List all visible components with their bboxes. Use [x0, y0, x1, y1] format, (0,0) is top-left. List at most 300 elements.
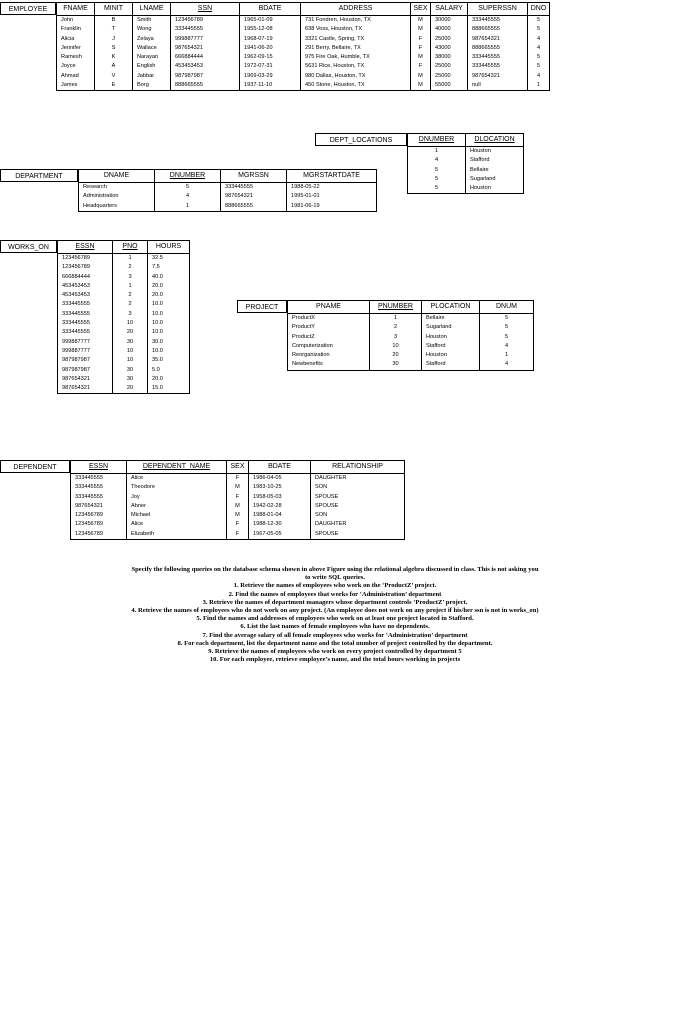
project-cell: 3 [370, 333, 422, 342]
works-on-cell: 333445555 [58, 310, 113, 319]
works-on-cell: 333445555 [58, 300, 113, 309]
employee-cell: 1937-11-10 [240, 81, 301, 91]
works-on-row [58, 347, 190, 356]
employee-cell: 987987987 [171, 72, 240, 81]
department-row [79, 202, 377, 212]
dependent-cell: Alice [127, 520, 227, 529]
queries-intro: Specify the following queries on the database schema shown in above Figure using the relational algebra discussed in class. This is not asking you to write SQL queries. [131, 566, 539, 582]
dept-locations-cell: 5 [408, 175, 466, 184]
project-cell: Computerization [288, 342, 370, 351]
project-table [287, 300, 534, 371]
employee-cell: E [95, 81, 133, 91]
dependent-cell: F [227, 520, 249, 529]
employee-cell: 1955-12-08 [240, 25, 301, 34]
employee-cell: Joyce [57, 62, 95, 71]
dependent-row [71, 483, 405, 492]
works-on-cell: 2 [113, 300, 148, 309]
project-cell: 1 [370, 314, 422, 324]
works-on-cell: 30 [113, 366, 148, 375]
project-cell: 5 [480, 333, 534, 342]
dependent-cell: Theodore [127, 483, 227, 492]
dependent-cell: 1958-05-03 [249, 493, 311, 502]
employee-col-bdate: BDATE [240, 3, 301, 16]
project-cell: 20 [370, 351, 422, 360]
works-on-cell: 453453453 [58, 291, 113, 300]
employee-cell: 25000 [431, 72, 468, 81]
works-on-cell: 7.5 [148, 263, 190, 272]
project-cell: 4 [480, 360, 534, 370]
works-on-row [58, 254, 190, 264]
employee-cell: Franklin [57, 25, 95, 34]
dependent-cell: SPOUSE [311, 502, 405, 511]
project-cell: ProductY [288, 323, 370, 332]
dependent-table [70, 460, 405, 540]
project-cell: Stafford [422, 360, 480, 370]
works-on-cell: 999887777 [58, 338, 113, 347]
works-on-cell: 987654321 [58, 384, 113, 394]
project-label: PROJECT [237, 300, 287, 313]
dependent-col-bdate: BDATE [249, 461, 311, 474]
employee-cell: John [57, 16, 95, 26]
department-col-mgrssn: MGRSSN [221, 170, 287, 183]
query-9: 9. Retrieve the names of employees who work on every project controlled by department 5 [208, 648, 462, 656]
employee-cell: 1968-07-19 [240, 35, 301, 44]
employee-cell: A [95, 62, 133, 71]
employee-cell: Wong [133, 25, 171, 34]
employee-col-salary: SALARY [431, 3, 468, 16]
dependent-cell: SON [311, 511, 405, 520]
project-cell: Newbenefits [288, 360, 370, 370]
employee-row [57, 72, 550, 81]
department-cell: Research [79, 183, 155, 193]
dependent-cell: Elizabeth [127, 530, 227, 540]
employee-row [57, 16, 550, 26]
department-cell: 987654321 [221, 192, 287, 201]
employee-col-lname: LNAME [133, 3, 171, 16]
department-col-mgrstartdate: MGRSTARTDATE [287, 170, 377, 183]
employee-col-ssn: SSN [171, 3, 240, 16]
dept-locations-cell: Houston [466, 147, 524, 157]
project-col-pname: PNAME [288, 301, 370, 314]
employee-cell: 987654321 [468, 35, 528, 44]
employee-cell: 888665555 [468, 25, 528, 34]
employee-cell: Jennifer [57, 44, 95, 53]
dependent-row [71, 520, 405, 529]
works-on-cell: 987987987 [58, 366, 113, 375]
project-row [288, 314, 534, 324]
works-on-cell: 333445555 [58, 328, 113, 337]
works-on-row [58, 291, 190, 300]
department-cell: 1 [155, 202, 221, 212]
works-on-row [58, 282, 190, 291]
employee-cell: K [95, 53, 133, 62]
query-1: 1. Retrieve the names of employees who work on the ‘ProductZ’ project. [233, 582, 437, 590]
employee-cell: 4 [528, 44, 550, 53]
department-cell: 1995-01-01 [287, 192, 377, 201]
query-10: 10. For each employee, retrieve employee’s name, and the total hours working in projects [209, 656, 461, 664]
dependent-row [71, 511, 405, 520]
project-row [288, 360, 534, 370]
dept-locations-label: DEPT_LOCATIONS [315, 133, 407, 146]
employee-cell: Ahmad [57, 72, 95, 81]
dept-locations-cell: 4 [408, 156, 466, 165]
works-on-cell: 40.0 [148, 273, 190, 282]
employee-cell: 123456789 [171, 16, 240, 26]
dependent-cell: 1983-10-25 [249, 483, 311, 492]
dependent-cell: Michael [127, 511, 227, 520]
works-on-cell: 32.5 [148, 254, 190, 264]
employee-cell: M [411, 16, 431, 26]
works-on-cell: 10.0 [148, 300, 190, 309]
employee-cell: 30000 [431, 16, 468, 26]
dependent-cell: M [227, 483, 249, 492]
employee-cell: 25000 [431, 62, 468, 71]
works-on-cell: 2 [113, 263, 148, 272]
dependent-col-dependent-name: DEPENDENT_NAME [127, 461, 227, 474]
works-on-row [58, 310, 190, 319]
employee-cell: 1 [528, 81, 550, 91]
works-on-cell: 10 [113, 356, 148, 365]
department-cell: Administration [79, 192, 155, 201]
dependent-cell: M [227, 511, 249, 520]
employee-col-dno: DNO [528, 3, 550, 16]
project-cell: Reorganization [288, 351, 370, 360]
works-on-cell: 1 [113, 282, 148, 291]
employee-cell: M [411, 81, 431, 91]
employee-header [57, 3, 550, 16]
dept-locations-row [408, 156, 524, 165]
employee-body [57, 16, 550, 91]
dependent-row [71, 502, 405, 511]
dependent-cell: SPOUSE [311, 493, 405, 502]
employee-cell: S [95, 44, 133, 53]
employee-cell: M [411, 72, 431, 81]
employee-col-minit: MINIT [95, 3, 133, 16]
employee-col-superssn: SUPERSSN [468, 3, 528, 16]
employee-cell: English [133, 62, 171, 71]
dependent-cell: 1986-04-05 [249, 474, 311, 484]
works-on-col-essn: ESSN [58, 241, 113, 254]
dependent-row [71, 493, 405, 502]
query-2: 2. Find the names of employees that works for ‘Administration’ department [228, 590, 442, 598]
works-on-cell: 30 [113, 375, 148, 384]
dependent-cell: F [227, 493, 249, 502]
dept-locations-cell: 5 [408, 184, 466, 194]
employee-cell: 5631 Rice, Houston, TX [301, 62, 411, 71]
works-on-cell: 20.0 [148, 291, 190, 300]
employee-cell: 3321 Castle, Spring, TX [301, 35, 411, 44]
works-on-cell: 3 [113, 273, 148, 282]
employee-cell: 40000 [431, 25, 468, 34]
project-cell: 1 [480, 351, 534, 360]
works-on-cell: 35.0 [148, 356, 190, 365]
works-on-row [58, 273, 190, 282]
dependent-cell: DAUGHTER [311, 474, 405, 484]
project-cell: ProductX [288, 314, 370, 324]
department-label: DEPARTMENT [0, 169, 78, 182]
works-on-cell: 10.0 [148, 319, 190, 328]
works-on-cell: 453453453 [58, 282, 113, 291]
works-on-cell: 3 [113, 310, 148, 319]
employee-row [57, 53, 550, 62]
works-on-cell: 10.0 [148, 310, 190, 319]
department-col-dname: DNAME [79, 170, 155, 183]
project-row [288, 323, 534, 332]
dependent-cell: DAUGHTER [311, 520, 405, 529]
employee-cell: 999887777 [171, 35, 240, 44]
works-on-cell: 123456789 [58, 254, 113, 264]
dept-locations-cell: Sugarland [466, 175, 524, 184]
employee-cell: 291 Berry, Bellaire, TX [301, 44, 411, 53]
employee-cell: F [411, 62, 431, 71]
department-cell: 4 [155, 192, 221, 201]
dependent-row [71, 474, 405, 484]
dependent-cell: 123456789 [71, 511, 127, 520]
employee-cell: 5 [528, 62, 550, 71]
employee-cell: 980 Dallas, Houston, TX [301, 72, 411, 81]
works-on-row [58, 356, 190, 365]
employee-cell: B [95, 16, 133, 26]
dependent-cell: 333445555 [71, 483, 127, 492]
employee-table [56, 2, 550, 91]
dependent-cell: 123456789 [71, 530, 127, 540]
works-on-row [58, 366, 190, 375]
employee-col-sex: SEX [411, 3, 431, 16]
project-col-pnumber: PNUMBER [370, 301, 422, 314]
employee-cell: M [411, 53, 431, 62]
project-col-dnum: DNUM [480, 301, 534, 314]
dependent-cell: 1988-12-30 [249, 520, 311, 529]
dependent-cell: 1967-05-05 [249, 530, 311, 540]
employee-cell: 1965-01-09 [240, 16, 301, 26]
employee-cell: 333445555 [468, 62, 528, 71]
dependent-cell: Abner [127, 502, 227, 511]
query-8: 8. For each department, list the department name and the total number of project controlled by the department. [177, 639, 493, 647]
works-on-cell: 10 [113, 319, 148, 328]
works-on-cell: 10 [113, 347, 148, 356]
dependent-cell: 1988-01-04 [249, 511, 311, 520]
project-cell: 5 [480, 314, 534, 324]
employee-cell: 43000 [431, 44, 468, 53]
project-cell: 5 [480, 323, 534, 332]
employee-cell: 38000 [431, 53, 468, 62]
employee-cell: 1972-07-31 [240, 62, 301, 71]
query-7: 7. Find the average salary of all female employees who works for ‘Administration’ department [202, 631, 468, 639]
employee-cell: Borg [133, 81, 171, 91]
employee-cell: Smith [133, 16, 171, 26]
employee-cell: 731 Fondren, Houston, TX [301, 16, 411, 26]
works-on-cell: 987987987 [58, 356, 113, 365]
dependent-cell: 333445555 [71, 474, 127, 484]
dependent-cell: F [227, 474, 249, 484]
dependent-cell: Joy [127, 493, 227, 502]
dependent-cell: SPOUSE [311, 530, 405, 540]
employee-cell: V [95, 72, 133, 81]
works-on-label: WORKS_ON [0, 240, 57, 253]
project-col-plocation: PLOCATION [422, 301, 480, 314]
employee-cell: 55000 [431, 81, 468, 91]
employee-cell: 4 [528, 35, 550, 44]
project-row [288, 333, 534, 342]
department-row [79, 192, 377, 201]
project-cell: ProductZ [288, 333, 370, 342]
employee-cell: 888665555 [171, 81, 240, 91]
project-row [288, 351, 534, 360]
dependent-label: DEPENDENT [0, 460, 70, 473]
department-row [79, 183, 377, 193]
employee-cell: 5 [528, 16, 550, 26]
department-cell: 333445555 [221, 183, 287, 193]
works-on-row [58, 300, 190, 309]
works-on-cell: 20 [113, 328, 148, 337]
dept-locations-cell: Stafford [466, 156, 524, 165]
dependent-col-sex: SEX [227, 461, 249, 474]
employee-col-address: ADDRESS [301, 3, 411, 16]
employee-cell: Ramesh [57, 53, 95, 62]
project-cell: Houston [422, 333, 480, 342]
project-cell: 4 [480, 342, 534, 351]
employee-cell: 333445555 [171, 25, 240, 34]
employee-cell: T [95, 25, 133, 34]
works-on-col-pno: PNO [113, 241, 148, 254]
project-cell: Stafford [422, 342, 480, 351]
employee-cell: 453453453 [171, 62, 240, 71]
query-6: 6. List the last names of female employees who have no dependents. [240, 623, 430, 631]
employee-cell: 5 [528, 25, 550, 34]
dependent-cell: 987654321 [71, 502, 127, 511]
works-on-cell: 2 [113, 291, 148, 300]
works-on-cell: 5.0 [148, 366, 190, 375]
works-on-row [58, 375, 190, 384]
dependent-cell: 333445555 [71, 493, 127, 502]
query-4: 4. Retrieve the names of employees who do not work on any project. (An employee does not work on any project if his/her ssn is not in works_on) [131, 607, 539, 615]
employee-row [57, 81, 550, 91]
employee-cell: Zelaya [133, 35, 171, 44]
employee-table-label: EMPLOYEE [0, 2, 56, 15]
works-on-cell: 666884444 [58, 273, 113, 282]
employee-cell: 1941-06-20 [240, 44, 301, 53]
dependent-col-relationship: RELATIONSHIP [311, 461, 405, 474]
works-on-cell: 20 [113, 384, 148, 394]
project-row [288, 342, 534, 351]
employee-row [57, 25, 550, 34]
employee-cell: 4 [528, 72, 550, 81]
works-on-cell: 20.0 [148, 282, 190, 291]
employee-cell: 25000 [431, 35, 468, 44]
works-on-cell: 10.0 [148, 328, 190, 337]
works-on-table [57, 240, 190, 394]
dept-locations-col-dnumber: DNUMBER [408, 134, 466, 147]
dependent-cell: F [227, 530, 249, 540]
works-on-cell: 30 [113, 338, 148, 347]
employee-cell: 987654321 [171, 44, 240, 53]
dept-locations-cell: Houston [466, 184, 524, 194]
employee-cell: J [95, 35, 133, 44]
employee-cell: Wallace [133, 44, 171, 53]
employee-cell: 1962-09-15 [240, 53, 301, 62]
employee-cell: James [57, 81, 95, 91]
queries-text [130, 566, 540, 664]
employee-cell: 5 [528, 53, 550, 62]
employee-cell: 666884444 [171, 53, 240, 62]
dependent-cell: M [227, 502, 249, 511]
employee-cell: 333445555 [468, 16, 528, 26]
works-on-row [58, 319, 190, 328]
employee-row [57, 62, 550, 71]
employee-cell: 638 Voss, Houston, TX [301, 25, 411, 34]
works-on-row [58, 338, 190, 347]
works-on-cell: 10.0 [148, 347, 190, 356]
employee-cell: 987654321 [468, 72, 528, 81]
employee-cell: Jabbar [133, 72, 171, 81]
dependent-cell: Alice [127, 474, 227, 484]
department-cell: 1988-05-22 [287, 183, 377, 193]
dept-locations-row [408, 166, 524, 175]
employee-cell: 333445555 [468, 53, 528, 62]
department-table [78, 169, 377, 212]
works-on-row [58, 384, 190, 394]
dept-locations-row [408, 147, 524, 157]
employee-row [57, 44, 550, 53]
employee-row [57, 35, 550, 44]
dept-locations-cell: 5 [408, 166, 466, 175]
dependent-cell: SON [311, 483, 405, 492]
works-on-cell: 1 [113, 254, 148, 264]
works-on-row [58, 328, 190, 337]
works-on-cell: 30.0 [148, 338, 190, 347]
project-cell: Sugarland [422, 323, 480, 332]
dept-locations-cell: 1 [408, 147, 466, 157]
dept-locations-row [408, 184, 524, 194]
dept-locations-cell: Bellaire [466, 166, 524, 175]
dept-locations-col-dlocation: DLOCATION [466, 134, 524, 147]
employee-cell: Alicia [57, 35, 95, 44]
works-on-cell: 999887777 [58, 347, 113, 356]
department-cell: Headquarters [79, 202, 155, 212]
employee-cell: F [411, 44, 431, 53]
works-on-cell: 20.0 [148, 375, 190, 384]
employee-cell: M [411, 25, 431, 34]
employee-cell: 450 Stone, Houston, TX [301, 81, 411, 91]
project-cell: 10 [370, 342, 422, 351]
dependent-cell: 123456789 [71, 520, 127, 529]
project-cell: 2 [370, 323, 422, 332]
employee-cell: 975 Fire Oak, Humble, TX [301, 53, 411, 62]
project-cell: Houston [422, 351, 480, 360]
department-cell: 5 [155, 183, 221, 193]
department-col-dnumber: DNUMBER [155, 170, 221, 183]
employee-cell: null [468, 81, 528, 91]
dependent-cell: 1942-02-28 [249, 502, 311, 511]
employee-cell: 1969-03-29 [240, 72, 301, 81]
query-5: 5. Find the names and addresses of employees who work on at least one project located in Stafford. [196, 615, 474, 623]
query-3: 3. Retrieve the names of department managers whose department controls ‘ProductZ’ project. [202, 598, 468, 606]
employee-cell: Narayan [133, 53, 171, 62]
employee-cell: 888665555 [468, 44, 528, 53]
works-on-cell: 15.0 [148, 384, 190, 394]
works-on-row [58, 263, 190, 272]
project-cell: 30 [370, 360, 422, 370]
dependent-row [71, 530, 405, 540]
dependent-col-essn: ESSN [71, 461, 127, 474]
department-cell: 888665555 [221, 202, 287, 212]
employee-col-fname: FNAME [57, 3, 95, 16]
project-cell: Bellaire [422, 314, 480, 324]
works-on-cell: 987654321 [58, 375, 113, 384]
works-on-cell: 123456789 [58, 263, 113, 272]
dept-locations-row [408, 175, 524, 184]
department-cell: 1981-06-19 [287, 202, 377, 212]
